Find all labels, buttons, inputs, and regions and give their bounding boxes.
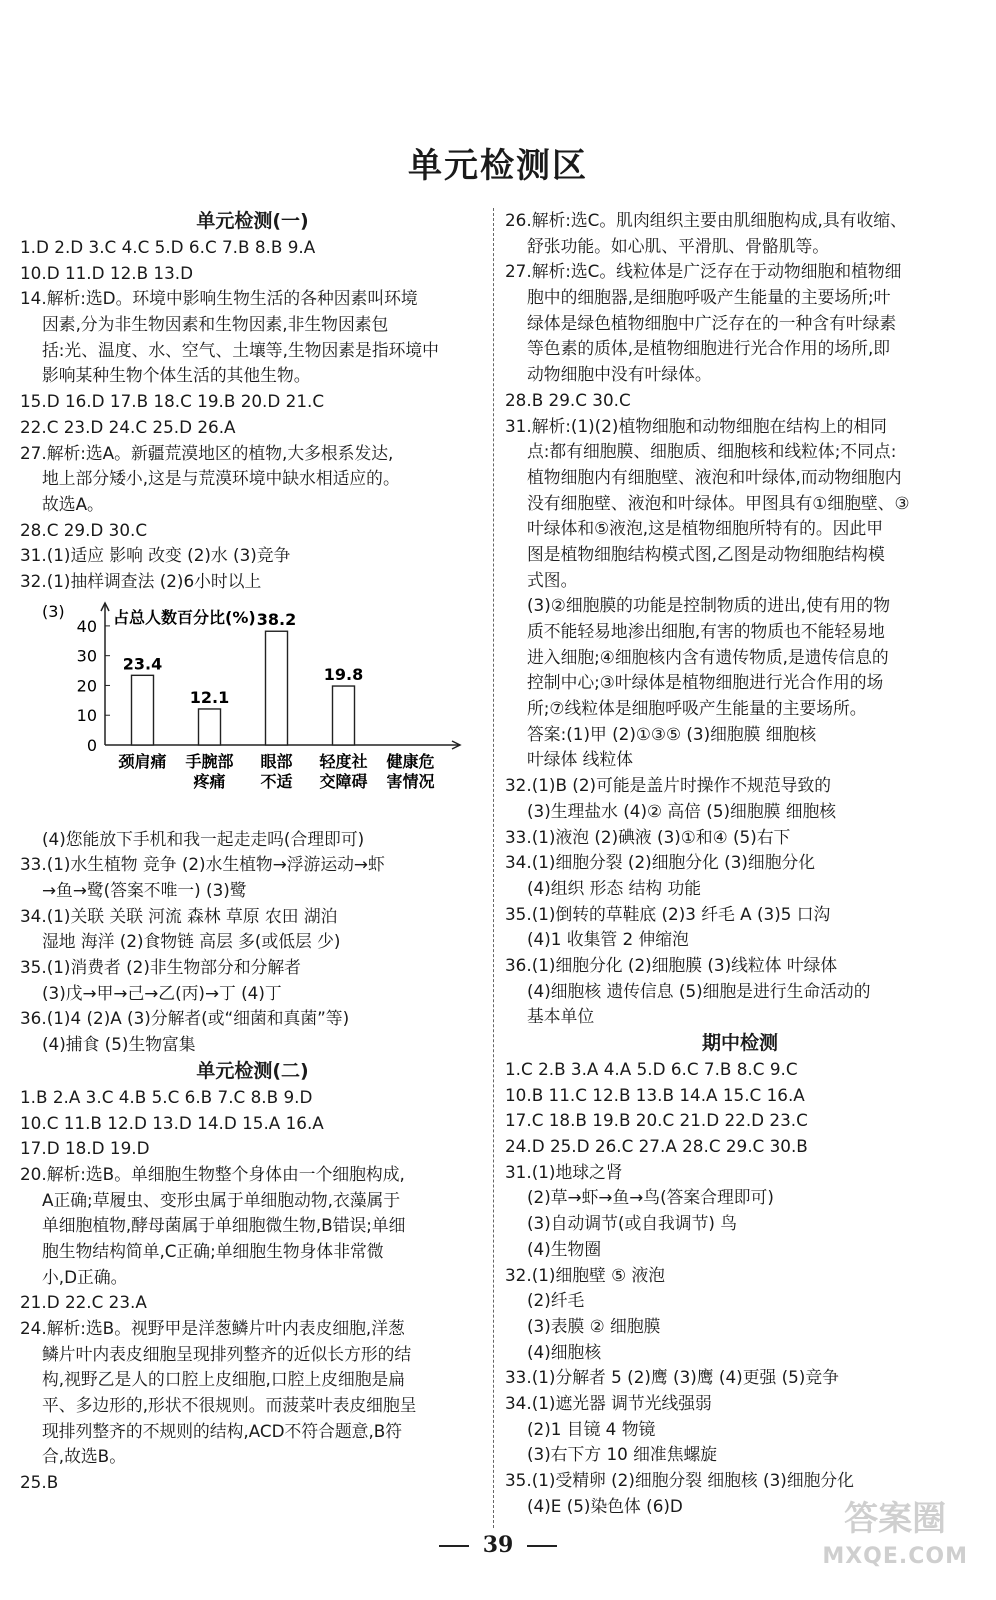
y-axis-title: 占总人数百分比(%) [113,607,256,627]
answer-line: 现排列整齐的不规则的结构,ACD不符合题意,B符 [42,1420,403,1441]
answer-line: 舒张功能。如心肌、平滑肌、骨骼肌等。 [527,235,830,256]
answer-line: 36.(1)细胞分化 (2)细胞膜 (3)线粒体 叶绿体 [505,954,838,975]
bar-value-label: 12.1 [189,687,230,707]
page-title: 单元检测区 [408,146,588,186]
answer-line: 括:光、温度、水、空气、土壤等,生物因素是指环境中 [42,339,439,360]
answer-line: 35.(1)倒转的草鞋底 (2)3 纤毛 A (3)5 口沟 [505,903,831,924]
section-heading: 单元检测(二) [196,1059,309,1082]
chart-label: (3) [42,601,65,621]
answer-line: (3)生理盐水 (4)② 高倍 (5)细胞膜 细胞核 [527,800,837,821]
bar-value-label: 23.4 [122,653,163,673]
answer-line: 进入细胞;④细胞核内含有遗传物质,是遗传信息的 [527,646,889,667]
x-tick-label: 健康危 [386,751,435,771]
answer-line: 植物细胞内有细胞壁、液泡和叶绿体,而动物细胞内 [527,466,902,487]
answer-line: 25.B [20,1472,59,1493]
bar [132,675,154,745]
answer-line: (4)生物圈 [527,1238,602,1259]
answer-line: (2)纤毛 [527,1290,585,1311]
x-tick-label: 颈肩痛 [118,751,167,771]
bar [266,631,288,745]
answer-line: 10.B 11.C 12.B 13.B 14.A 15.C 16.A [505,1084,805,1105]
page-number-text: 39 [482,1532,514,1558]
page-number-dash-left [439,1545,469,1547]
answer-line: 17.D 18.D 19.D [20,1138,150,1159]
left-column [20,208,485,1496]
answer-line: 15.D 16.D 17.B 18.C 19.B 20.D 21.C [20,391,325,412]
answer-line: 胞生物结构简单,C正确;单细胞生物身体非常微 [42,1240,384,1261]
answer-line: 小,D正确。 [42,1266,128,1287]
answer-line: 33.(1)水生植物 竞争 (2)水生植物→浮游运动→虾 [20,854,385,875]
answer-line: 20.解析:选B。单细胞生物整个身体由一个细胞构成, [20,1163,405,1184]
answer-line: 28.C 29.D 30.C [20,519,148,540]
section-heading: 期中检测 [701,1032,778,1054]
x-tick-label: 疼痛 [193,771,226,791]
answer-line: 31.(1)地球之肾 [505,1161,623,1182]
answer-line: 34.(1)细胞分裂 (2)细胞分化 (3)细胞分化 [505,852,816,873]
answer-line: 质不能轻易地渗出细胞,有害的物质也不能轻易地 [527,621,885,641]
answer-line: 32.(1)抽样调查法 (2)6小时以上 [20,570,262,591]
answer-line: 35.(1)受精卵 (2)细胞分裂 细胞核 (3)细胞分化 [505,1470,854,1490]
answer-line: 所;⑦线粒体是细胞呼吸产生能量的主要场所。 [527,698,867,719]
bar-value-label: 38.2 [256,609,297,629]
bar-chart [20,595,470,827]
answer-line: 34.(1)遮光器 调节光线强弱 [505,1392,712,1413]
x-tick-label: 眼部 [260,751,293,771]
chart-block [20,595,485,827]
answer-line: 单细胞植物,酵母菌属于单细胞微生物,B错误;单细 [42,1215,406,1236]
answer-line: (4)您能放下手机和我一起走走吗(合理即可) [42,828,365,849]
answer-line: (4)组织 形态 结构 功能 [527,877,702,898]
answer-line: (3)②细胞膜的功能是控制物质的进出,使有用的物 [527,595,890,616]
answer-line: 33.(1)液泡 (2)碘液 (3)①和④ (5)右下 [505,826,791,847]
answer-line: 27.解析:选A。新疆荒漠地区的植物,大多根系发达, [20,442,394,463]
answer-line: (3)戊→甲→己→乙(丙)→丁 (4)丁 [42,982,282,1003]
answer-line: 17.C 18.B 19.B 20.C 21.D 22.D 23.C [505,1110,808,1131]
answer-line: 故选A。 [42,493,104,514]
page-number-dash-right [527,1545,557,1547]
answer-line: 合,故选B。 [42,1446,126,1467]
answer-line: 动物细胞中没有叶绿体。 [527,364,712,385]
answer-line: (4)细胞核 遗传信息 (5)细胞是进行生命活动的 [527,980,871,1001]
answer-line: (4)细胞核 [527,1341,602,1362]
y-tick-label: 0 [86,735,97,755]
answer-line: A正确;草履虫、变形虫属于单细胞动物,衣藻属于 [42,1189,401,1210]
answer-line: 28.B 29.C 30.C [505,389,631,410]
answer-line: 叶绿体和⑤液泡,这是植物细胞所特有的。因此甲 [527,518,884,539]
answer-line: 24.解析:选B。视野甲是洋葱鳞片叶内表皮细胞,洋葱 [20,1318,405,1338]
answer-line: 35.(1)消费者 (2)非生物部分和分解者 [20,957,301,978]
answer-line: 14.解析:选D。环境中影响生物生活的各种因素叫环境 [20,288,418,309]
y-tick-label: 10 [76,705,97,725]
answer-line: 33.(1)分解者 5 (2)鹰 (3)鹰 (4)更强 (5)竞争 [505,1367,839,1388]
answer-line: 式图。 [527,569,578,590]
y-tick-label: 20 [76,676,97,696]
x-tick-label: 轻度社 [319,751,368,771]
answer-line: 26.解析:选C。肌肉组织主要由肌细胞构成,具有收缩、 [505,210,907,230]
answer-line: 基本单位 [527,1006,595,1027]
answer-line: 10.D 11.D 12.B 13.D [20,262,194,283]
answer-line: 平、多边形的,形状不很规则。而菠菜叶表皮细胞呈 [42,1395,417,1416]
watermark-logo [822,1500,968,1576]
answer-line: (3)表膜 ② 细胞膜 [527,1315,661,1336]
answer-line: 没有细胞壁、液泡和叶绿体。甲图具有①细胞壁、③ [527,492,910,513]
answer-line: 1.B 2.A 3.C 4.B 5.C 6.B 7.C 8.B 9.D [20,1086,313,1107]
answer-line: (4)1 收集管 2 伸缩泡 [527,929,689,950]
answer-line: 点:都有细胞膜、细胞质、细胞核和线粒体;不同点: [527,441,897,462]
answer-line: 控制中心;③叶绿体是植物细胞进行光合作用的场 [527,672,884,693]
bar [199,709,221,745]
answer-line: 1.C 2.B 3.A 4.A 5.D 6.C 7.B 8.C 9.C [505,1059,798,1079]
right-column [505,208,975,1519]
x-tick-label: 害情况 [386,771,435,791]
answer-line: 10.C 11.B 12.D 13.D 14.D 15.A 16.A [20,1112,324,1133]
answer-line: 等色素的质体,是植物细胞进行光合作用的场所,即 [527,338,891,359]
answer-line: 构,视野乙是人的口腔上皮细胞,口腔上皮细胞是扁 [42,1369,406,1390]
bar [333,686,355,745]
y-tick-label: 40 [76,616,97,636]
answer-line: 绿体是绿色植物细胞中广泛存在的一种含有叶绿素 [527,312,897,333]
answer-line: 叶绿体 线粒体 [527,749,634,770]
answer-line: (2)草→虾→鱼→鸟(答案合理即可) [527,1187,774,1208]
answer-line: 图是植物细胞结构模式图,乙图是动物细胞结构模 [527,543,885,564]
answer-line: 地上部分矮小,这是与荒漠环境中缺水相适应的。 [42,468,400,489]
answer-line: 22.C 23.D 24.C 25.D 26.A [20,416,236,437]
answer-line: 34.(1)关联 关联 河流 森林 草原 农田 湖泊 [20,905,338,926]
answer-line: (4)E (5)染色体 (6)D [527,1495,683,1516]
answer-line: (4)捕食 (5)生物富集 [42,1034,196,1055]
answer-line: 鳞片叶内表皮细胞呈现排列整齐的近似长方形的结 [42,1343,412,1364]
answer-line: 24.D 25.D 26.C 27.A 28.C 29.C 30.B [505,1136,808,1157]
answer-line: 1.D 2.D 3.C 4.C 5.D 6.C 7.B 8.B 9.A [20,237,316,257]
watermark-sub: MXQE.COM [822,1544,968,1569]
answer-line: (3)右下方 10 细准焦螺旋 [527,1444,718,1465]
answer-line: 答案:(1)甲 (2)①③⑤ (3)细胞膜 细胞核 [527,723,817,744]
answer-line: →鱼→鹭(答案不唯一) (3)鹭 [42,880,247,900]
answer-line: 因素,分为非生物因素和生物因素,非生物因素包 [42,314,389,335]
answer-line: 31.解析:(1)(2)植物细胞和动物细胞在结构上的相同 [505,415,887,436]
section-heading: 单元检测(一) [196,210,309,232]
watermark-main: 答案圈 [844,1499,947,1539]
answer-line: 21.D 22.C 23.A [20,1292,147,1313]
x-tick-label: 不适 [260,771,293,791]
answer-line: (3)自动调节(或自我调节) 鸟 [527,1213,738,1234]
answer-line: 影响某种生物个体生活的其他生物。 [42,365,311,386]
answer-line: 36.(1)4 (2)A (3)分解者(或“细菌和真菌”等) [20,1008,350,1029]
answer-line: 27.解析:选C。线粒体是广泛存在于动物细胞和植物细 [505,261,902,282]
y-tick-label: 30 [76,646,97,666]
answer-line: 32.(1)细胞壁 ⑤ 液泡 [505,1264,666,1285]
x-tick-label: 手腕部 [185,751,234,771]
x-tick-label: 交障碍 [319,771,368,791]
answer-line: 湿地 海洋 (2)食物链 高层 多(或低层 少) [42,931,341,952]
answer-line: 31.(1)适应 影响 改变 (2)水 (3)竞争 [20,545,291,566]
column-divider [493,208,494,1528]
answer-line: 胞中的细胞器,是细胞呼吸产生能量的主要场所;叶 [527,287,891,308]
answer-line: 32.(1)B (2)可能是盖片时操作不规范导致的 [505,775,832,796]
bar-value-label: 19.8 [323,664,364,684]
answer-line: (2)1 目镜 4 物镜 [527,1418,656,1439]
